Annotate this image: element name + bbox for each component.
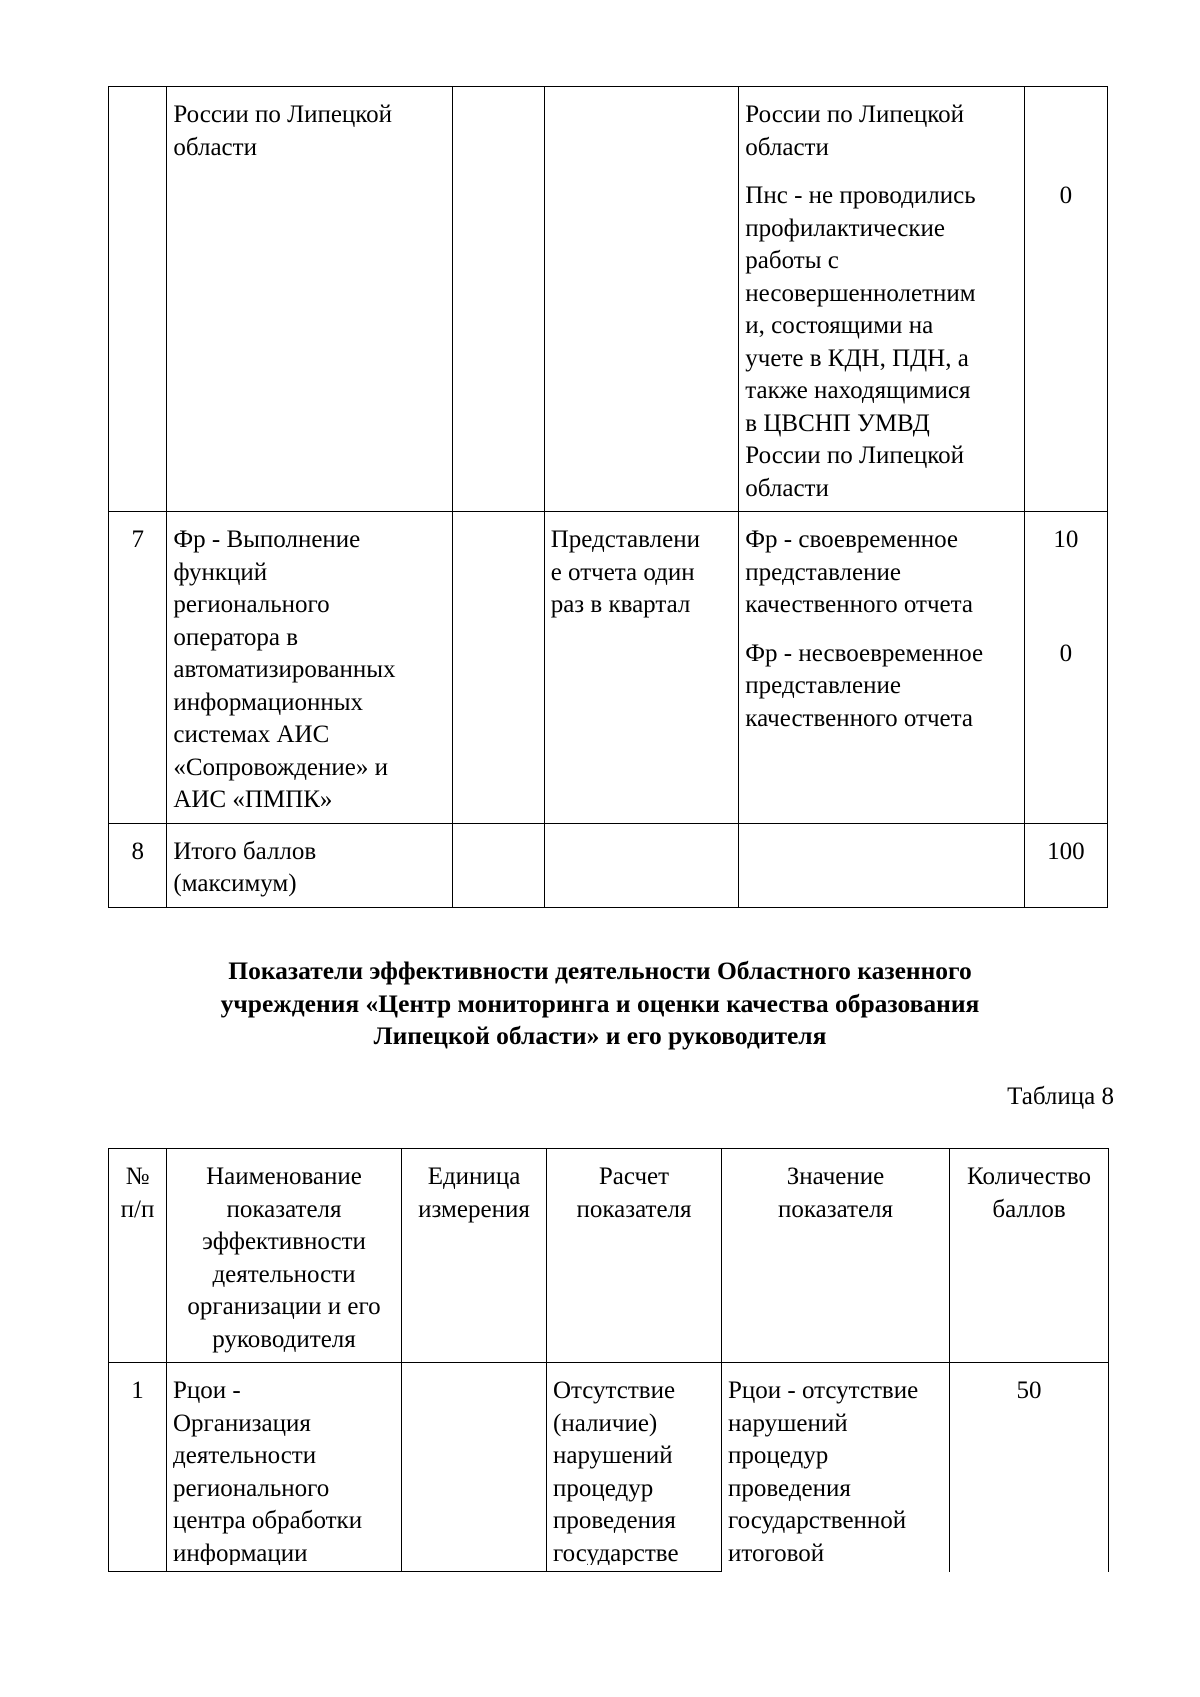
- text-line: России по Липецкой: [745, 442, 964, 469]
- text-line: центра обработки: [173, 1507, 363, 1534]
- text-line: Фр - своевременное: [745, 526, 958, 553]
- header-value: [722, 1149, 950, 1363]
- text-line: учреждения «Центр мониторинга и оценки качества образования: [220, 988, 980, 1018]
- text-line: эффективности: [202, 1228, 366, 1255]
- text-line: показателя: [226, 1195, 342, 1223]
- calc-cell: [544, 823, 739, 907]
- text-line: организации и его: [187, 1293, 381, 1320]
- table-row: [109, 87, 1108, 512]
- text-line: работы с: [745, 247, 839, 274]
- text-line: итоговой: [728, 1539, 825, 1565]
- text-line: регионального: [173, 1474, 330, 1502]
- text-line: Наименование: [206, 1163, 362, 1190]
- text-line: баллов: [992, 1195, 1066, 1223]
- text-line: руководителя: [212, 1325, 356, 1353]
- text-line: Показатели эффективности деятельности Областного казенного: [228, 956, 972, 985]
- text-line: Фр - несвоевременное: [745, 639, 984, 667]
- indicator-name: [167, 1363, 402, 1572]
- text-line: России по Липецкой: [745, 101, 964, 128]
- row-number: [109, 87, 167, 512]
- row-number: 8: [109, 823, 167, 907]
- text-line: «Сопровождение» и: [173, 753, 389, 781]
- text-line: Пнс - не проводились: [745, 182, 976, 209]
- value-cell: [739, 823, 1024, 907]
- value-cell: [739, 512, 1024, 824]
- unit-cell: [452, 823, 544, 907]
- text-line: также находящимися: [745, 377, 971, 404]
- text-line: функций: [173, 558, 268, 586]
- value-option: [745, 180, 1017, 505]
- text-line: оператора в: [173, 623, 299, 651]
- text-line: государстве: [553, 1539, 679, 1565]
- score-cell: 50: [950, 1363, 1109, 1572]
- section-title: [100, 955, 1100, 1053]
- text-line: е отчета один: [550, 558, 695, 586]
- score-value: 0: [1059, 182, 1073, 209]
- row-number: 7: [109, 512, 167, 824]
- text-line: Липецкой области» и его руководителя: [373, 1021, 827, 1050]
- indicator-name: [167, 823, 452, 907]
- header-number: [109, 1149, 167, 1363]
- unit-cell: [402, 1363, 547, 1572]
- text-line: области: [745, 474, 829, 502]
- text-line: п/п: [120, 1195, 155, 1223]
- text-line: измерения: [418, 1195, 530, 1223]
- text-line: Единица: [427, 1163, 521, 1190]
- text-line: АИС «ПМПК»: [173, 786, 333, 813]
- score-value: 10: [1053, 526, 1079, 553]
- text-line: несовершеннолетним: [745, 279, 976, 307]
- text-line: качественного отчета: [745, 704, 973, 732]
- text-line: процедур: [728, 1442, 829, 1469]
- value-option: [745, 524, 1017, 622]
- table-row: [109, 1363, 1109, 1572]
- calc-cell: [544, 512, 739, 824]
- text-line: Отсутствие: [553, 1377, 676, 1404]
- calc-cell: [547, 1363, 722, 1572]
- text-line: (наличие): [553, 1409, 658, 1437]
- text-line: государственной: [728, 1507, 907, 1534]
- text-line: Представлени: [550, 526, 700, 553]
- text-line: нарушений: [728, 1409, 848, 1437]
- text-line: (максимум): [173, 870, 297, 897]
- text-line: и, состоящими на: [745, 312, 934, 339]
- header-indicator-name: [167, 1149, 402, 1363]
- score-cell: 100: [1024, 823, 1107, 907]
- table-row: [109, 512, 1108, 824]
- text-line: Рцои -: [173, 1377, 241, 1404]
- text-line: Количество: [967, 1163, 1091, 1190]
- text-line: №: [125, 1163, 150, 1190]
- header-unit: [402, 1149, 547, 1363]
- text-line: Расчет: [598, 1163, 670, 1190]
- text-line: представление: [745, 672, 901, 699]
- score-value: [1031, 99, 1101, 164]
- text-line: деятельности: [212, 1260, 356, 1288]
- header-calc: [547, 1149, 722, 1363]
- text-line: системах АИС: [173, 721, 330, 748]
- table-row: [109, 823, 1108, 907]
- text-line: деятельности: [173, 1442, 317, 1469]
- text-line: Значение: [786, 1163, 885, 1190]
- text-line: в ЦВСНП УМВД: [745, 409, 930, 437]
- indicator-name: [167, 512, 452, 824]
- table-label: Таблица 8: [1007, 1083, 1114, 1110]
- text-line: Организация: [173, 1409, 311, 1437]
- text-line: России по Липецкой: [173, 101, 393, 128]
- text-line: раз в квартал: [550, 591, 691, 618]
- text-line: информации: [173, 1539, 308, 1565]
- text-line: области: [745, 133, 829, 161]
- table-header-row: [109, 1149, 1109, 1363]
- text-line: нарушений: [553, 1442, 673, 1469]
- text-line: автоматизированных: [173, 656, 396, 683]
- text-line: Фр - Выполнение: [173, 526, 361, 553]
- score-value: 0: [1059, 639, 1073, 667]
- score-cell: [1024, 87, 1107, 512]
- table-8: [108, 1148, 1109, 1572]
- text-line: качественного отчета: [745, 591, 973, 618]
- text-line: Итого баллов: [173, 837, 317, 865]
- top-table: [108, 86, 1108, 908]
- score-cell: [1024, 512, 1107, 824]
- text-line: информационных: [173, 688, 364, 716]
- text-line: показателя: [777, 1195, 894, 1223]
- text-line: учете в КДН, ПДН, а: [745, 344, 969, 372]
- unit-cell: [452, 512, 544, 824]
- row-number: 1: [109, 1363, 167, 1572]
- indicator-name: [167, 87, 452, 512]
- value-cell: [722, 1363, 950, 1572]
- value-option: [745, 638, 1017, 736]
- text-line: области: [173, 133, 257, 161]
- header-score: [950, 1149, 1109, 1363]
- value-cell: [739, 87, 1024, 512]
- value-option: [745, 99, 1017, 164]
- text-line: Рцои - отсутствие: [728, 1377, 919, 1404]
- text-line: представление: [745, 558, 901, 586]
- unit-cell: [452, 87, 544, 512]
- text-line: профилактические: [745, 214, 945, 242]
- text-line: регионального: [173, 591, 330, 618]
- text-line: показателя: [576, 1195, 692, 1223]
- text-line: процедур: [553, 1474, 654, 1502]
- calc-cell: [544, 87, 739, 512]
- text-line: проведения: [728, 1474, 851, 1502]
- text-line: проведения: [553, 1507, 676, 1534]
